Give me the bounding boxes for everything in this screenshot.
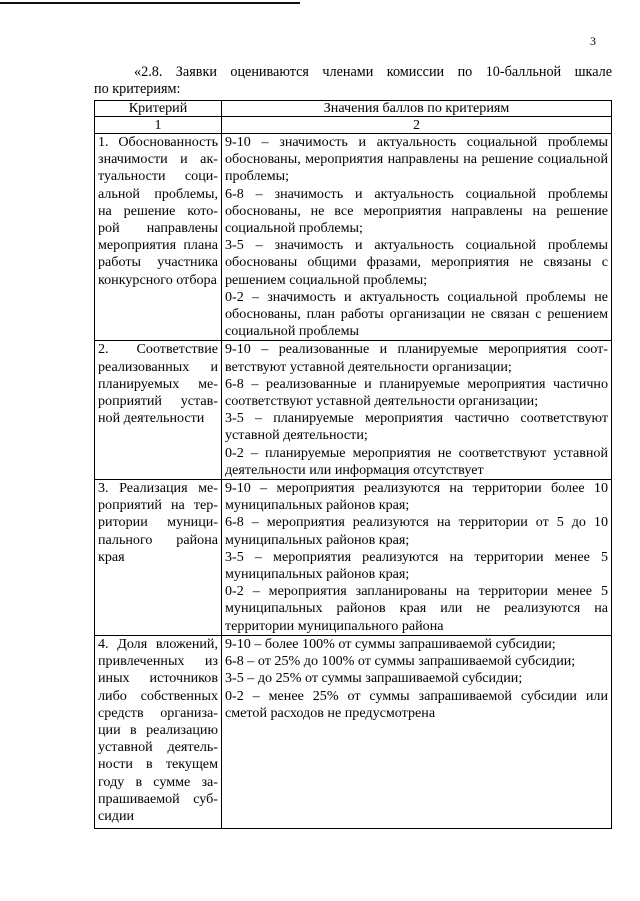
score-line: 0-2 – значимость и актуальность социальной проблемы не обоснованы, план работы организации не связан с решением социальной проблемы	[225, 288, 608, 340]
header-rule	[0, 2, 300, 4]
scores-cell	[222, 480, 612, 636]
column-number-row	[95, 117, 612, 134]
column-number-2: 2	[222, 117, 612, 134]
intro-line-1: «2.8. Заявки оцениваются членами комиссии по 10-балльной шкале	[134, 64, 612, 80]
table-row	[95, 341, 612, 480]
score-line: 3-5 – планируемые мероприятия частично соответствуют уставной деятельности;	[225, 410, 608, 444]
criterion-cell: 3. Реализация мероприятий на территории муниципального района края	[95, 480, 222, 636]
criteria-table	[94, 100, 612, 829]
table-row	[95, 480, 612, 636]
score-line: 9-10 – реализованные и планируемые мероприятия соответствуют уставной деятельности организации;	[225, 341, 608, 375]
criterion-cell: 1. Обоснованность значимости и актуальности социальной проблемы, на решение которой направлены мероприятия плана работы участника конкурсного отбора	[95, 134, 222, 341]
score-line: 6-8 – от 25% до 100% от суммы запрашиваемой субсидии;	[225, 653, 576, 670]
score-line: 6-8 – мероприятия реализуются на территории от 5 до 10 муниципальных районов края;	[225, 514, 608, 548]
intro-paragraph	[94, 64, 612, 98]
table-header-row	[95, 101, 612, 117]
header-criterion: Критерий	[95, 101, 222, 117]
header-scores: Значения баллов по критериям	[222, 101, 612, 117]
intro-line-2: по критериям:	[94, 81, 181, 97]
column-number-1: 1	[95, 117, 222, 134]
scores-cell	[222, 635, 612, 828]
score-line: 9-10 – более 100% от суммы запрашиваемой субсидии;	[225, 635, 556, 652]
criterion-cell: 4. Доля вложений, привлеченных из иных источников либо собственных средств организации в реализацию уставной деятельности в текущем году в сумме запрашиваемой субсидии	[95, 635, 222, 828]
score-line: 6-8 – значимость и актуальность социальной проблемы обоснованы, не все мероприятия направлены на решение социальной проблемы;	[225, 185, 608, 237]
score-line: 3-5 – мероприятия реализуются на территории менее 5 муниципальных районов края;	[225, 548, 608, 583]
table-row	[95, 134, 612, 341]
table-row	[95, 635, 612, 828]
criterion-cell: 2. Соответствие реализованных и планируемых мероприятий уставной деятельности	[95, 341, 222, 480]
scores-cell	[222, 341, 612, 480]
score-line: 0-2 – мероприятия запланированы на территории менее 5 муниципальных районов края или не реализуются на территории муниципального района	[225, 583, 608, 634]
score-line: 3-5 – до 25% от суммы запрашиваемой субсидии;	[225, 670, 523, 687]
score-line: 9-10 – мероприятия реализуются на территории более 10 муниципальных районов края;	[225, 480, 608, 514]
score-line: 3-5 – значимость и актуальность социальной проблемы обоснованы общими фразами, мероприятия не связаны с решением социальной проблемы;	[225, 237, 608, 288]
page-number: 3	[590, 34, 596, 48]
score-line: 9-10 – значимость и актуальность социальной проблемы обоснованы, мероприятия направлены на решение социальной проблемы;	[225, 134, 608, 185]
score-line: 0-2 – менее 25% от суммы запрашиваемой субсидии или сметой расходов не предусмотрена	[225, 687, 608, 721]
scores-cell	[222, 134, 612, 341]
score-line: 6-8 – реализованные и планируемые мероприятия частично соответствуют уставной деятельности организации;	[225, 375, 608, 410]
score-line: 0-2 – планируемые мероприятия не соответствуют уставной деятельности или информация отсутствует	[225, 444, 608, 478]
